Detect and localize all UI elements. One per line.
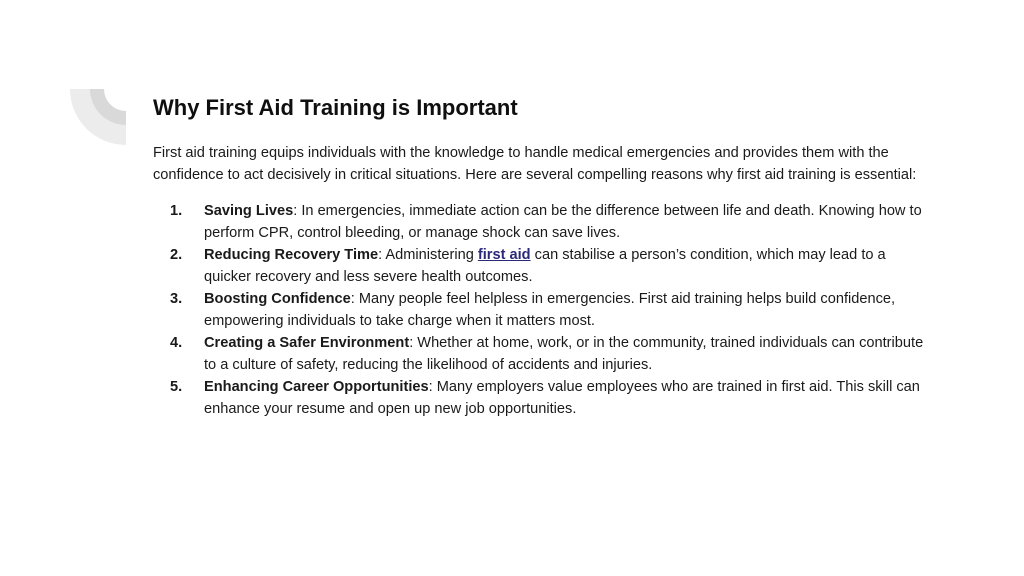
page-title: Why First Aid Training is Important (153, 95, 518, 120)
list-item-text: : Many people feel helpless in emergencies. First aid training helps build confidence, empowering individuals to take charge when it matters most. (204, 291, 896, 329)
list-item-text: : In emergencies, immediate action can be the difference between life and death. Knowing how to perform CPR, control bleeding, or manage shock can save lives. (204, 203, 922, 241)
list-item-number: 3. (170, 291, 183, 307)
list-item-number: 1. (170, 203, 183, 219)
list-item-boosting-confidence (153, 288, 924, 332)
list-item-heading: Saving Lives (204, 203, 294, 219)
list-item-number: 2. (170, 247, 183, 263)
first-aid-link[interactable]: first aid (477, 247, 531, 263)
list-item-text: : Many employers value employees who are trained in first aid. This skill can enhance your resume and open up new job opportunities. (204, 379, 920, 417)
list-item-safer-environment (153, 332, 924, 376)
intro-paragraph: First aid training equips individuals with the knowledge to handle medical emergencies and provides them with the confidence to act decisively in critical situations. Here are several compelling reasons why first aid training is essential: (153, 145, 917, 183)
list-item-reducing-recovery-time (153, 244, 924, 288)
list-item-number: 5. (170, 379, 183, 395)
slide-content (153, 94, 943, 420)
quarter-ring-icon (70, 89, 126, 145)
list-item-number: 4. (170, 335, 183, 351)
list-item-heading: Creating a Safer Environment (204, 335, 410, 351)
list-item-career-opportunities (153, 376, 924, 420)
list-item-heading: Enhancing Career Opportunities (204, 379, 429, 395)
list-item-text: can stabilise a person’s condition, which may lead to a quicker recovery and less severe health outcomes. (204, 247, 886, 285)
list-item-heading: Reducing Recovery Time (204, 247, 379, 263)
reasons-list (153, 200, 943, 420)
quarter-ring-decoration (70, 89, 126, 145)
list-item-text: : Administering (378, 247, 478, 263)
list-item-saving-lives (153, 200, 924, 244)
list-item-heading: Boosting Confidence (204, 291, 351, 307)
list-item-text: : Whether at home, work, or in the community, trained individuals can contribute to a culture of safety, reducing the likelihood of accidents and injuries. (204, 335, 924, 373)
